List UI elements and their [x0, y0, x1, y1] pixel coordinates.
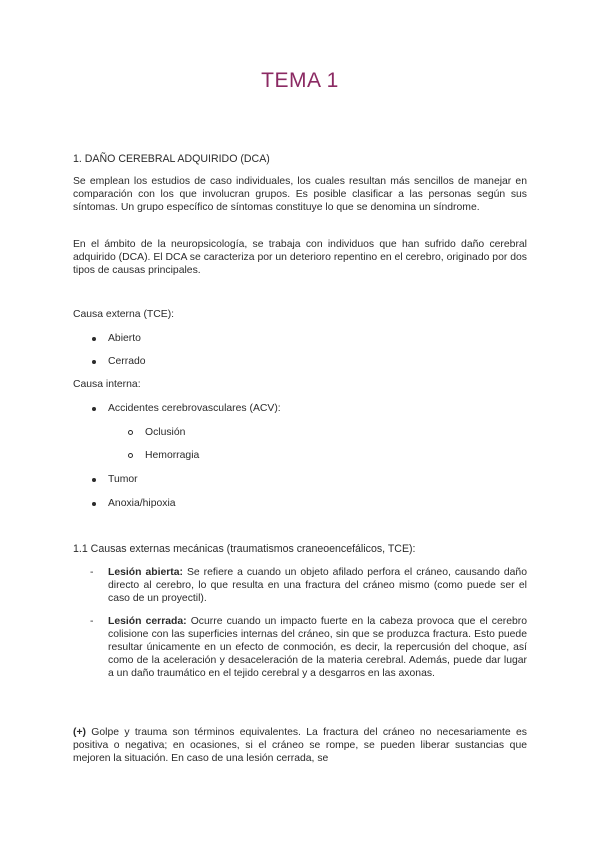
paragraph-case-studies: Se emplean los estudios de caso individuales, los cuales resultan más sencillos de manejar en comparación con los que involucran grupos. Es posible clasificar a las personas según sus síntomas. Un grupo específico de síntomas constituye lo que se denomina un síndrome. [73, 176, 527, 213]
list-item-acv: Accidentes cerebrovasculares (ACV): [108, 403, 281, 414]
closed-lesion-text: Ocurre cuando un impacto fuerte en la cabeza provoca que el cerebro colisione con las superficies internas del cráneo, sin que se produzca fractura. Esto puede resultar únicamente en un efecto de conmoción, es decir, la repercusión del choque, así como de la aceleración y desaceleración de la materia cerebral. Además, puede dar lugar a un daño traumático en el tejido cerebral y a desgarros en las axonas. [108, 616, 527, 679]
note-text: Golpe y trauma son términos equivalentes. La fractura del cráneo no necesariamente es positiva o negativa; en ocasiones, si el cráneo se rompe, se pueden liberar sustancias que mejoren la situación. En caso de una lesión cerrada, se [73, 727, 527, 764]
term-closed-lesion: Lesión cerrada: [108, 616, 187, 627]
paragraph-open-lesion [108, 566, 527, 605]
open-lesion-text: Se refiere a cuando un objeto afilado perfora el cráneo, causando daño directo al cerebro, lo que resulta en una fractura del cráneo mismo (como puede ser el caso de un proyectil). [108, 567, 527, 604]
paragraph-closed-lesion [108, 615, 527, 680]
circle-bullet-icon [128, 430, 133, 435]
dash-marker: - [90, 567, 94, 578]
paragraph-note [73, 726, 527, 765]
dash-marker: - [90, 616, 94, 627]
list-item-tumor: Tumor [108, 474, 138, 485]
list-item-abierto: Abierto [108, 333, 141, 344]
bullet-icon [92, 407, 96, 411]
list-item-hemorragia: Hemorragia [145, 450, 200, 461]
bullet-icon [92, 502, 96, 506]
list-item-oclusion: Oclusión [145, 427, 186, 438]
paragraph-dca-definition: En el ámbito de la neuropsicología, se trabaja con individuos que han sufrido daño cerebral adquirido (DCA). El DCA se caracteriza por un deterioro repentino en el cerebro, originado por dos tipos de causas principales. [73, 239, 527, 276]
circle-bullet-icon [128, 453, 133, 458]
section-heading-dca: 1. DAÑO CEREBRAL ADQUIRIDO (DCA) [73, 153, 270, 165]
list-item-cerrado: Cerrado [108, 356, 146, 367]
term-open-lesion: Lesión abierta: [108, 567, 183, 578]
list-item-anoxia: Anoxia/hipoxia [108, 498, 176, 509]
bullet-icon [92, 337, 96, 341]
note-marker: (+) [73, 727, 86, 738]
page-title: TEMA 1 [261, 69, 339, 92]
bullet-icon [92, 478, 96, 482]
external-cause-label: Causa externa (TCE): [73, 309, 175, 320]
bullet-icon [92, 360, 96, 364]
internal-cause-label: Causa interna: [73, 379, 141, 390]
section-heading-tce: 1.1 Causas externas mecánicas (traumatismos craneoencefálicos, TCE): [73, 543, 416, 555]
